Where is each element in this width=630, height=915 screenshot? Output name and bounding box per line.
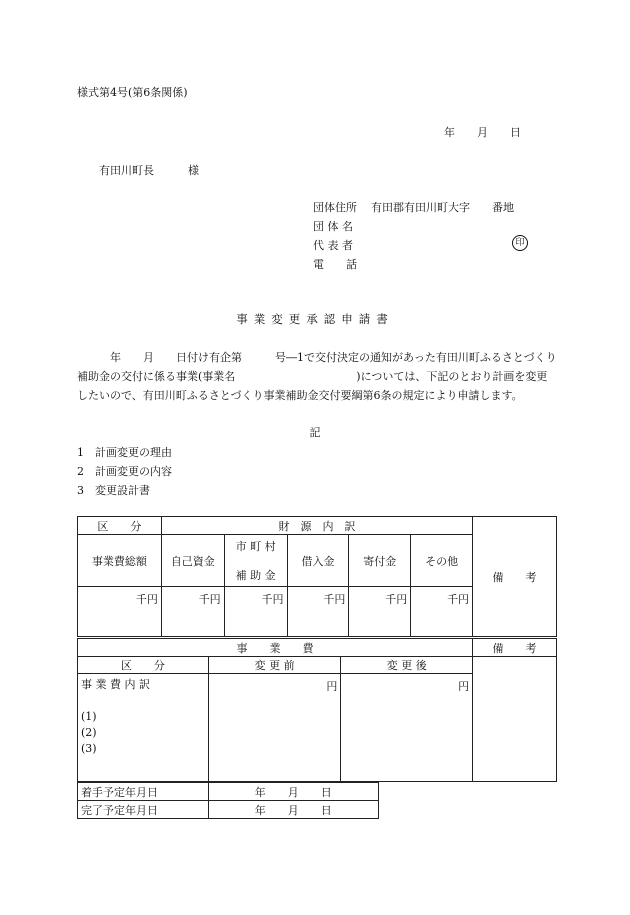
biko-cell: [473, 657, 557, 782]
start-date-label: 着手予定年月日: [78, 783, 209, 801]
breakdown-label: 事 業 費 内 訳: [81, 678, 150, 691]
kubun-header: 区 分: [78, 657, 209, 674]
biko-header: 備 考: [473, 639, 557, 657]
honorific: 様: [188, 164, 199, 177]
address-value: 有田郡有田川町大字 番地: [371, 201, 514, 214]
before-amount: 円: [208, 674, 341, 782]
after-header: 変 更 後: [341, 657, 473, 674]
form-number: 様式第4号(第6条関係): [77, 86, 188, 99]
list-item: 3 変更設計書: [77, 484, 150, 497]
jigyohi-header: 事 業 費: [78, 639, 473, 657]
line-3: (3): [81, 742, 97, 755]
zaigen-header: 財 源 内 訳: [161, 517, 472, 535]
group-name-label: 団 体 名: [313, 220, 353, 233]
addressee: [99, 162, 199, 178]
document-title: 事業変更承認申請書: [236, 312, 394, 326]
funding-table: [77, 516, 557, 637]
body-paragraph: 年 月 日付け有企第 号―1で交付決定の通知があった有田川町ふるさとづくり補助金の交付に係る事業(事業名 )については、下記のとおり計画を変更したいので、有田川町ふるさとづくり事業補助金交付要綱第6条の規定により申請します。: [77, 351, 557, 402]
unit-cell: 千円: [287, 587, 349, 637]
phone-label: 電 話: [313, 258, 357, 271]
header-subsidy: 補 助 金: [235, 569, 276, 582]
header-own-funds: 自己資金: [161, 535, 224, 587]
seal-icon: 印: [512, 235, 528, 251]
end-date-value: 年 月 日: [208, 801, 378, 819]
item-list: [77, 443, 172, 500]
unit-cell: 千円: [224, 587, 287, 637]
line-1: (1): [81, 710, 97, 723]
header-donation: 寄付金: [349, 535, 411, 587]
line-2: (2): [81, 726, 97, 739]
end-date-label: 完了予定年月日: [78, 801, 209, 819]
header-municipal: 市 町 村: [235, 540, 276, 553]
schedule-table: [77, 782, 379, 819]
address-label: 団体住所: [313, 201, 357, 214]
breakdown-cell: [78, 674, 209, 782]
addressee-name: 有田川町長: [99, 164, 154, 177]
unit-cell: 千円: [78, 587, 162, 637]
list-item: 2 計画変更の内容: [77, 465, 172, 478]
header-other: その他: [411, 535, 473, 587]
application-date: 年 月 日: [444, 126, 521, 139]
unit-cell: 千円: [161, 587, 224, 637]
applicant-block: [313, 198, 514, 274]
unit-cell: 千円: [349, 587, 411, 637]
kubun-header: 区 分: [78, 517, 162, 535]
list-item: 1 計画変更の理由: [77, 446, 172, 459]
representative-label: 代 表 者: [313, 239, 353, 252]
header-loan: 借入金: [287, 535, 349, 587]
biko-header: 備 考: [473, 517, 557, 637]
header-total: 事業費総額: [78, 535, 162, 587]
header-municipal-subsidy: [224, 535, 287, 587]
start-date-value: 年 月 日: [208, 783, 378, 801]
ki-marker: 記: [309, 426, 321, 439]
cost-table: [77, 638, 557, 782]
unit-cell: 千円: [411, 587, 473, 637]
before-header: 変 更 前: [208, 657, 341, 674]
after-amount: 円: [341, 674, 473, 782]
